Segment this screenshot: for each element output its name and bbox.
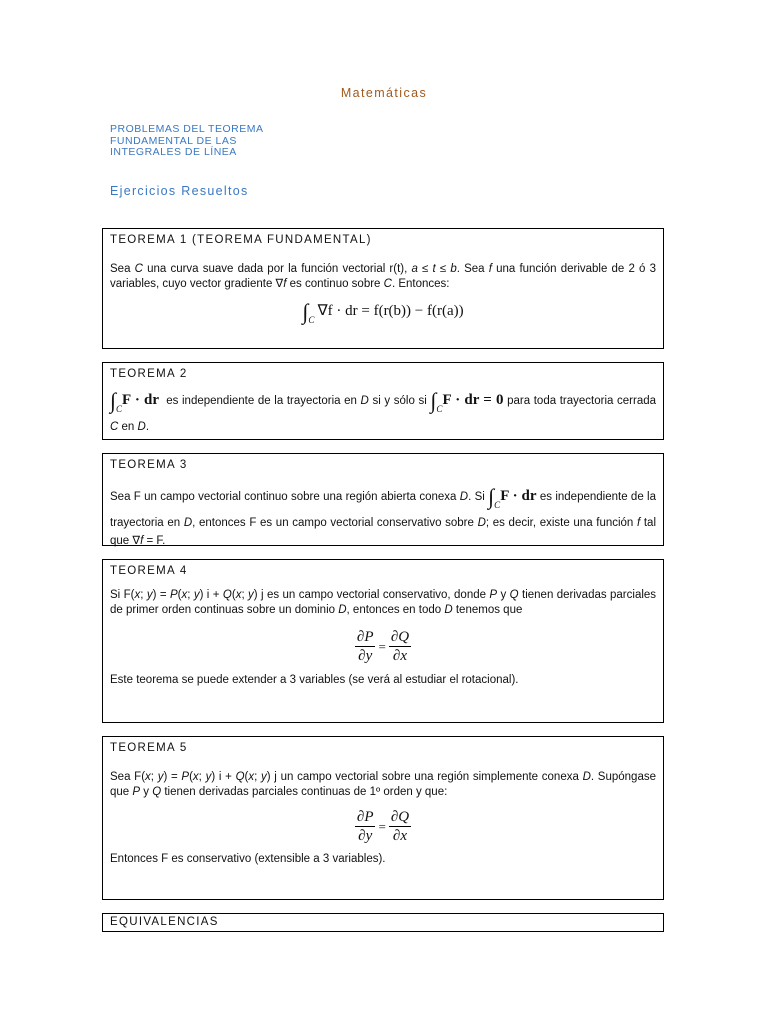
theorem-2-box [102, 362, 664, 440]
partial-derivatives-equation: $\frac{\partial P}{\partial y}$ = $\frac{\partial Q}{\partial x}$ [356, 809, 410, 844]
theorem-statement: Sea C una curva suave dada por la función vectorial r(t), a ≤ t ≤ b. Sea f una función derivable de 2 ó 3 variables, cuyo vector gradiente ∇f es continuo sobre C. Entonces: [110, 263, 656, 290]
theorem-footer: Entonces F es conservativo (extensible a 3 variables). [110, 853, 386, 865]
equivalences-box [102, 913, 664, 932]
theorem-3-box [102, 453, 664, 546]
theorem-title: TEOREMA 5 [110, 742, 188, 754]
theorem-title: TEOREMA 4 [110, 565, 188, 577]
theorem-statement: Sea F(x; y) = P(x; y) i + Q(x; y) j un campo vectorial sobre una región simplemente conexa D. Supóngase que P y Q tienen derivadas parciales continuas de 1º orden y que: [110, 771, 656, 798]
theorem-footer: Este teorema se puede extender a 3 variables (se verá al estudiar el rotacional). [110, 674, 519, 686]
subject-line: PROBLEMAS DEL TEOREMA [110, 123, 264, 135]
document-subject [110, 124, 263, 159]
theorem-statement: Sea F un campo vectorial continuo sobre una región abierta conexa D. Si $\int_CF$ · dr es independiente de la trayectoria en D, entonces F es un campo vectorial conservativo sobre D; es decir, existe una función f tal que ∇f = F. [110, 484, 657, 547]
page-header: Matemáticas [340, 86, 428, 100]
theorem-title: TEOREMA 3 [110, 459, 188, 471]
section-title: EQUIVALENCIAS [110, 916, 219, 928]
theorem-title: TEOREMA 2 [110, 368, 188, 380]
theorem-5-box [102, 736, 664, 900]
theorem-statement: Si F(x; y) = P(x; y) i + Q(x; y) j es un campo vectorial conservativo, donde P y Q tienen derivadas parciales de primer orden continuas sobre un dominio D, entonces en todo D tenemos que [110, 589, 657, 616]
theorem-1-box [102, 228, 664, 349]
theorem-statement: $\int_CF$ · dr es independiente de la trayectoria en D si y sólo si $\int_CF$ · dr = 0 para toda trayectoria cerrada C en D. [110, 388, 657, 433]
theorem-4-box [102, 559, 664, 723]
partial-derivatives-equation: $\frac{\partial P}{\partial y}$ = $\frac{\partial Q}{\partial x}$ [356, 629, 410, 664]
subject-line: FUNDAMENTAL DE LAS [110, 134, 237, 147]
fundamental-theorem-formula: $\int_C$ ∇f · dr = f(r(b)) − f(r(a)) [302, 299, 464, 325]
subject-line: INTEGRALES DE LÍNEA [110, 146, 237, 159]
document-subtitle: Ejercicios Resueltos [110, 184, 249, 198]
theorem-title: TEOREMA 1 (TEOREMA FUNDAMENTAL) [110, 234, 372, 246]
